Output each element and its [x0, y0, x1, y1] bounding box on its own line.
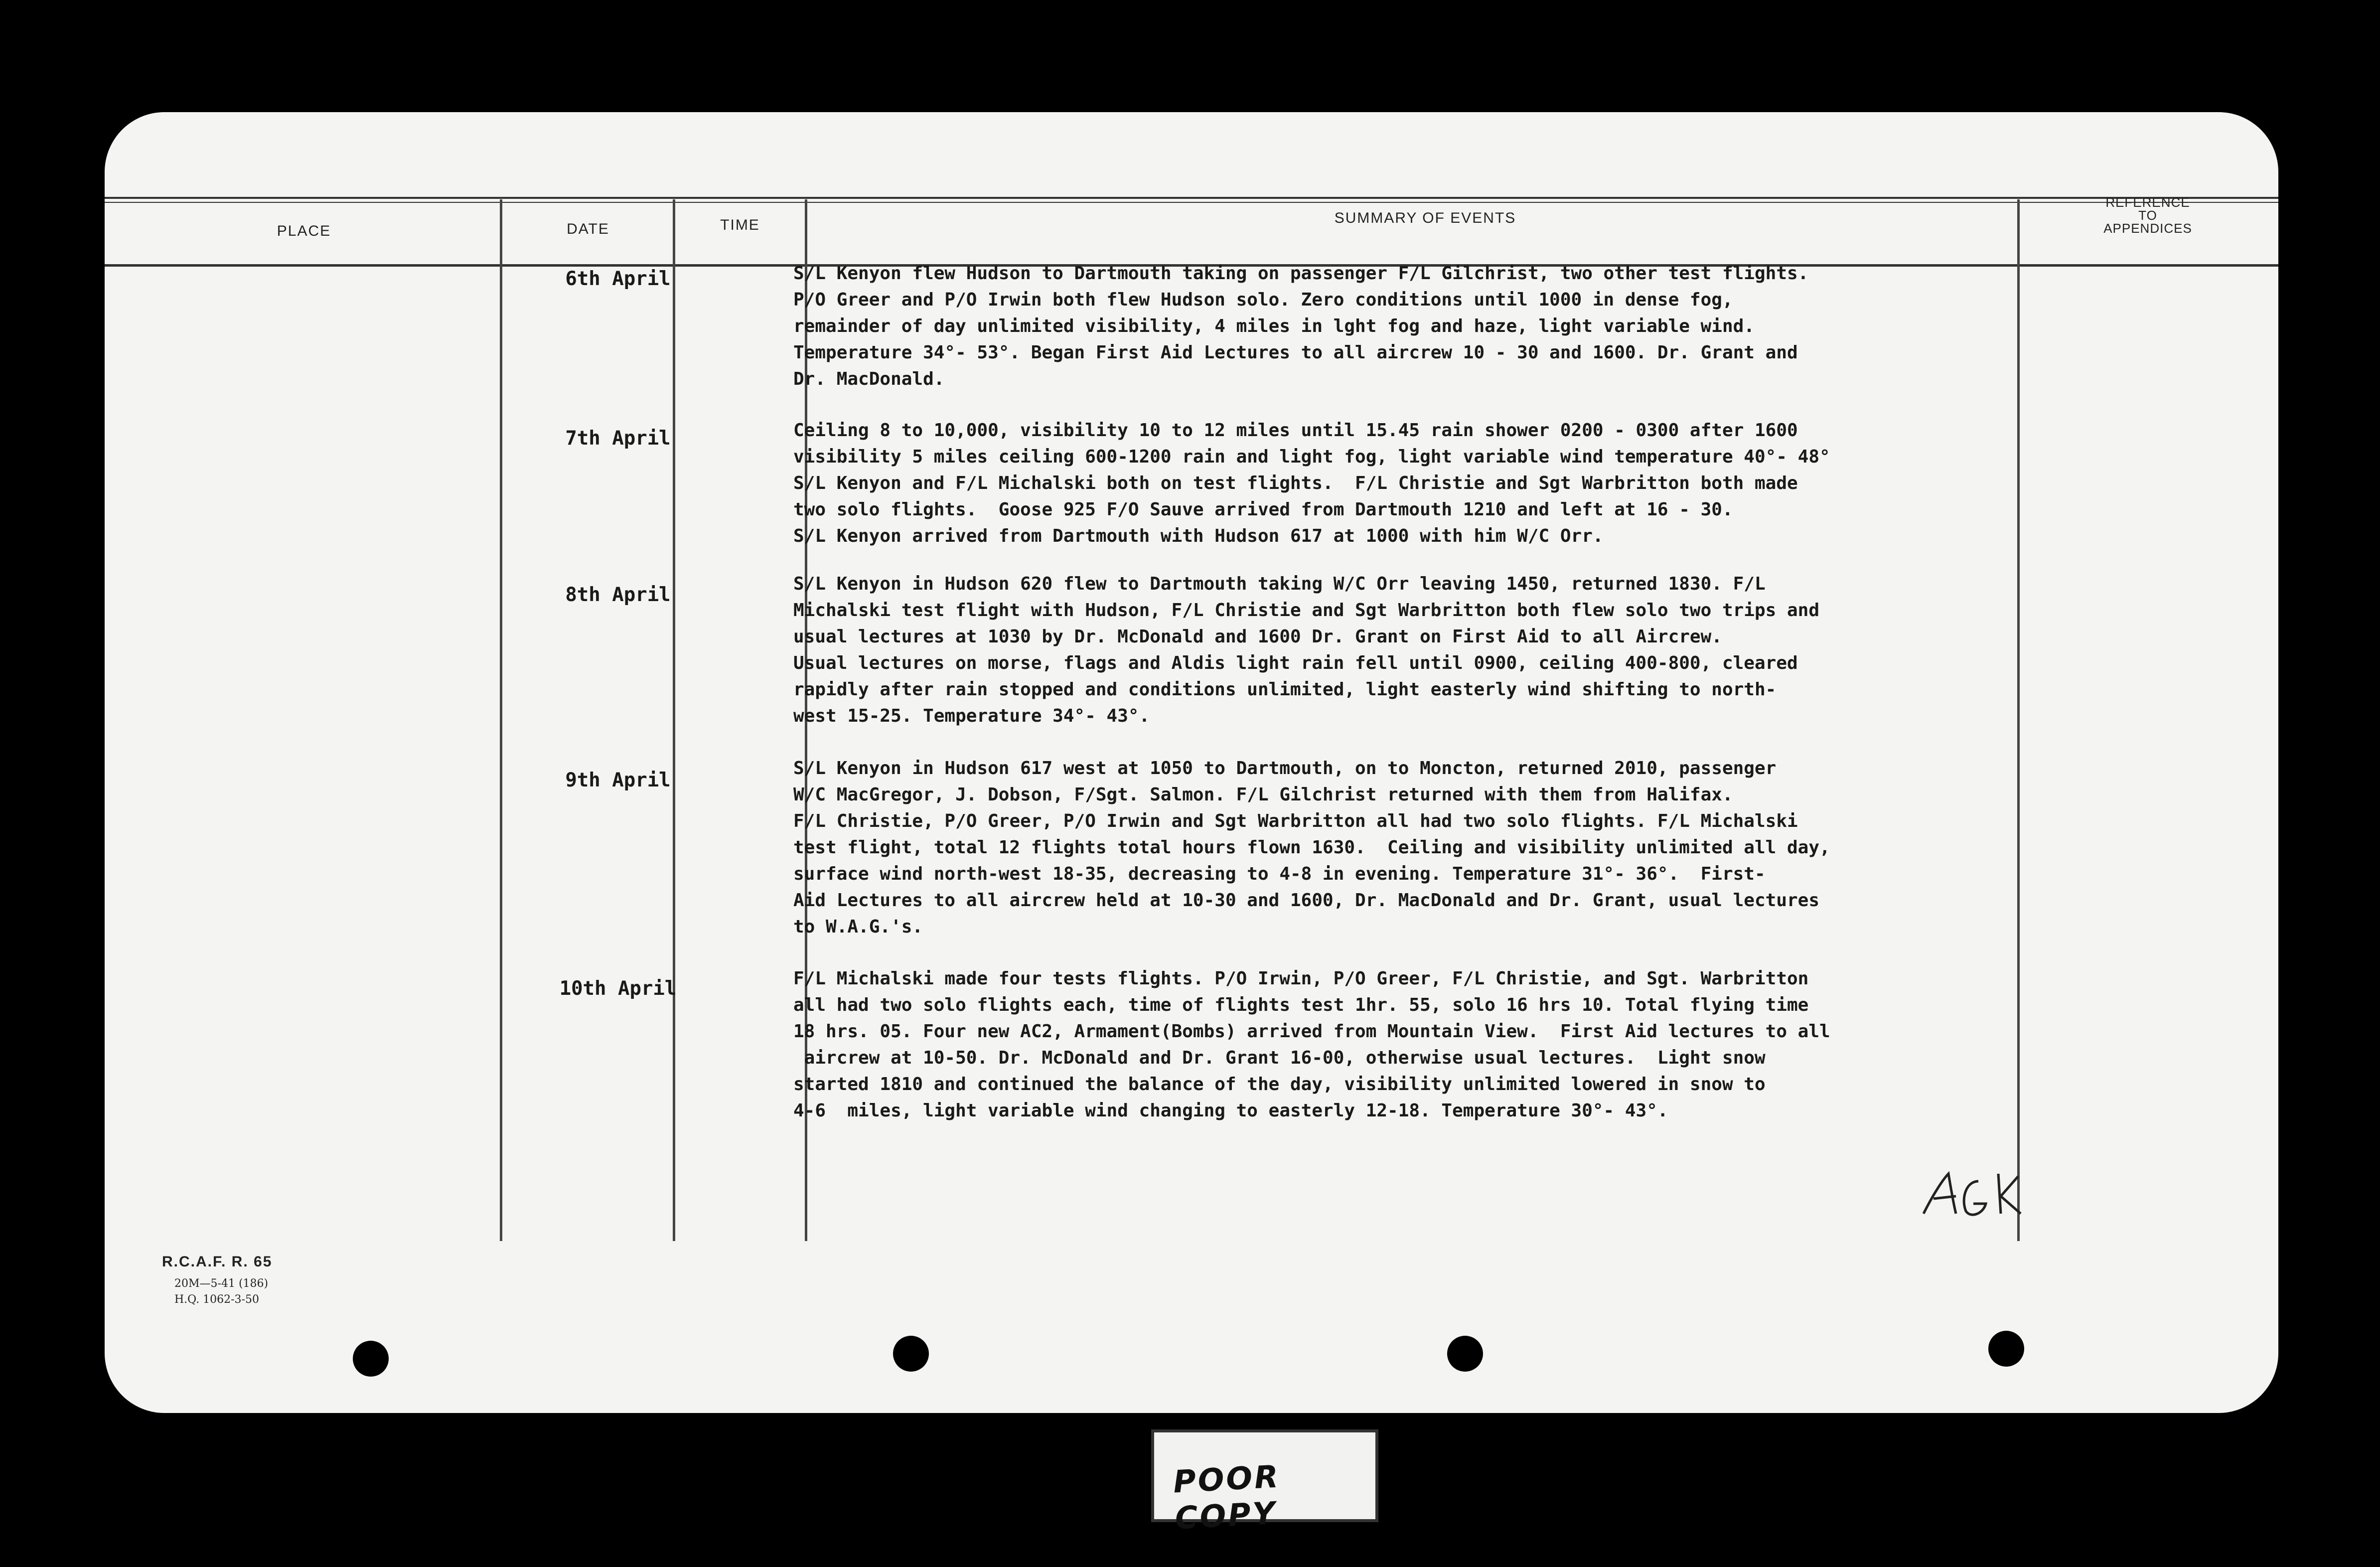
header-reference-line-3: APPENDICES	[2103, 221, 2192, 236]
entry-line: visibility 5 miles ceiling 600-1200 rain and light fog, light variable wind temperature 40°- 48°	[793, 447, 1830, 467]
entry-date-3: 8th April	[565, 584, 671, 606]
header-top-rule	[105, 197, 2278, 199]
entry-date-5: 10th April	[559, 977, 677, 1000]
column-divider-date	[673, 199, 675, 1241]
entry-line: all had two solo flights each, time of flights test 1hr. 55, solo 16 hrs 10. Total flying time	[793, 995, 1809, 1015]
column-divider-place	[500, 199, 502, 1241]
punch-hole	[1988, 1331, 2024, 1367]
entry-date-1: 6th April	[565, 268, 671, 290]
entry-line: S/L Kenyon in Hudson 617 west at 1050 to Dartmouth, on to Moncton, returned 2010, passenger	[793, 758, 1777, 779]
entry-line: Aid Lectures to all aircrew held at 10-30 and 1600, Dr. MacDonald and Dr. Grant, usual lectures	[793, 890, 1820, 911]
diary-sheet	[105, 112, 2278, 1413]
punch-hole	[1447, 1336, 1483, 1372]
entry-line: W/C MacGregor, J. Dobson, F/Sgt. Salmon. F/L Gilchrist returned with them from Halifax.	[793, 784, 1733, 805]
entry-line: remainder of day unlimited visibility, 4 miles in lght fog and haze, light variable wind.	[793, 316, 1755, 336]
punch-hole	[353, 1341, 389, 1377]
poor-copy-text: POOR COPY	[1172, 1458, 1281, 1537]
entry-line: F/L Michalski made four tests flights. P/O Irwin, P/O Greer, F/L Christie, and Sgt. Warbritton	[793, 968, 1809, 989]
entry-date-4: 9th April	[565, 769, 671, 791]
poor-copy-label	[1151, 1429, 1378, 1537]
header-reference	[2021, 196, 2275, 235]
entry-date-2: 7th April	[565, 427, 671, 450]
entry-line: S/L Kenyon in Hudson 620 flew to Dartmouth taking W/C Orr leaving 1450, returned 1830. F/L	[793, 574, 1766, 594]
entry-line: 18 hrs. 05. Four new AC2, Armament(Bombs) arrived from Mountain View. First Aid lectures to all	[793, 1021, 1830, 1042]
entry-summary-5	[793, 965, 2139, 1124]
entry-line: to W.A.G.'s.	[793, 917, 923, 937]
header-reference-line-2: TO	[2138, 208, 2157, 223]
entry-line: test flight, total 12 flights total hours flown 1630. Ceiling and visibility unlimited all day,	[793, 837, 1830, 858]
header-time: TIME	[720, 217, 760, 233]
entry-line: S/L Kenyon arrived from Dartmouth with Hudson 617 at 1000 with him W/C Orr.	[793, 526, 1604, 546]
entry-line: Michalski test flight with Hudson, F/L Christie and Sgt Warbritton both flew solo two trips and	[793, 600, 1820, 621]
entry-line: S/L Kenyon flew Hudson to Dartmouth taking on passenger F/L Gilchrist, two other test flights.	[793, 263, 1809, 284]
entry-summary-3	[793, 571, 2139, 729]
hq-code: H.Q. 1062-3-50	[174, 1293, 259, 1306]
form-number: R.C.A.F. R. 65	[162, 1254, 273, 1270]
entry-line: usual lectures at 1030 by Dr. McDonald and 1600 Dr. Grant on First Aid to all Aircrew.	[793, 627, 1722, 647]
entry-line: 4-6 miles, light variable wind changing to easterly 12-18. Temperature 30°- 43°.	[793, 1100, 1668, 1121]
entry-line: Temperature 34°- 53°. Began First Aid Lectures to all aircrew 10 - 30 and 1600. Dr. Grant and	[793, 342, 1798, 363]
entry-line: P/O Greer and P/O Irwin both flew Hudson solo. Zero conditions until 1000 in dense fog,	[793, 290, 1733, 310]
header-date: DATE	[567, 221, 609, 237]
print-code: 20M—5-41 (186)	[174, 1277, 269, 1290]
entry-line: Ceiling 8 to 10,000, visibility 10 to 12 miles until 15.45 rain shower 0200 - 0300 after 1600	[793, 420, 1798, 441]
entry-line: F/L Christie, P/O Greer, P/O Irwin and Sgt Warbritton all had two solo flights. F/L Michalski	[793, 811, 1798, 831]
entry-line: west 15-25. Temperature 34°- 43°.	[793, 706, 1150, 726]
header-place: PLACE	[277, 223, 331, 239]
punch-hole	[893, 1336, 929, 1372]
entry-summary-1	[793, 260, 2139, 392]
entry-line: surface wind north-west 18-35, decreasing to 4-8 in evening. Temperature 31°- 36°. First-	[793, 864, 1766, 884]
entry-line: rapidly after rain stopped and conditions unlimited, light easterly wind shifting to north-	[793, 679, 1777, 700]
entry-line: S/L Kenyon and F/L Michalski both on test flights. F/L Christie and Sgt Warbritton both made	[793, 473, 1798, 493]
entry-line: started 1810 and continued the balance of the day, visibility unlimited lowered in snow to	[793, 1074, 1766, 1095]
entry-line: aircrew at 10-50. Dr. McDonald and Dr. Grant 16-00, otherwise usual lectures. Light snow	[793, 1048, 1766, 1068]
entry-line: Dr. MacDonald.	[793, 369, 945, 389]
signature-initials	[1919, 1164, 2028, 1224]
header-top-rule-2	[105, 202, 2278, 203]
entry-line: Usual lectures on morse, flags and Aldis light rain fell until 0900, ceiling 400-800, cleared	[793, 653, 1798, 673]
header-summary: SUMMARY OF EVENTS	[1334, 210, 1516, 226]
entry-line: two solo flights. Goose 925 F/O Sauve arrived from Dartmouth 1210 and left at 16 - 30.	[793, 499, 1733, 520]
header-reference-line-1: REFERENCE	[2105, 195, 2190, 210]
entry-summary-2	[793, 417, 2139, 549]
entry-summary-4	[793, 755, 2139, 940]
